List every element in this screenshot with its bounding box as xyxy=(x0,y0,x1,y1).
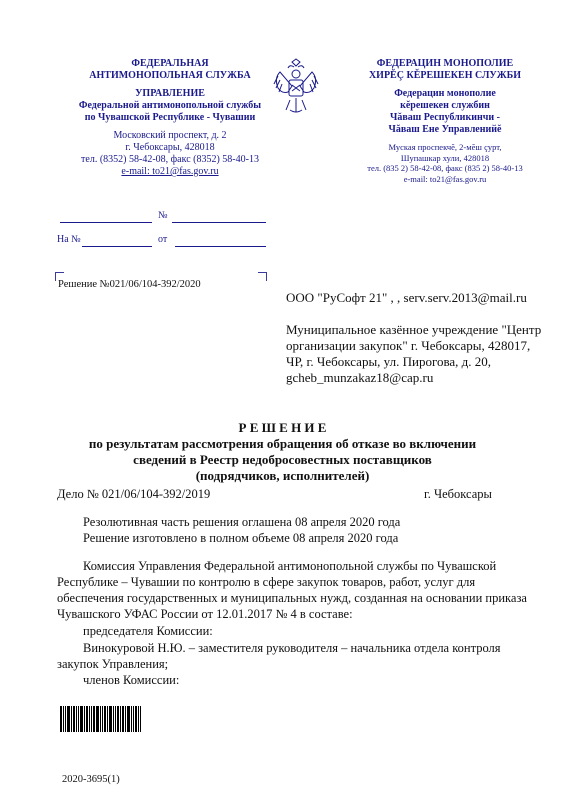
org-name-chv-line1: ФЕДЕРАЦИН МОНОПОЛИЕ xyxy=(376,58,514,69)
header-right xyxy=(340,58,550,184)
org-name-line2: АНТИМОНОПОЛЬНАЯ СЛУЖБА xyxy=(89,70,251,81)
dept-chv-line4: Чăваш Ене Управленийĕ xyxy=(388,124,502,135)
addressee-2-line4: gcheb_munzakaz18@cap.ru xyxy=(286,370,434,385)
addressee-1: ООО "РуСофт 21" , , serv.serv.2013@mail.ru xyxy=(286,290,527,305)
reply-to-number-label: На № xyxy=(57,234,81,245)
chairman-line2: закупок Управления; xyxy=(57,657,169,671)
title-sub-line1: по результатам рассмотрения обращения об отказе во включении xyxy=(88,436,477,451)
dept-chv-line1: Федерацин монополие xyxy=(394,88,496,99)
org-name-chv-line2: ХИРĔÇ КĔРЕШЕКЕН СЛУЖБИ xyxy=(368,70,522,81)
reply-to-number-line xyxy=(82,246,152,247)
addressee-2-line2: организации закупок" г. Чебоксары, 428017, xyxy=(286,338,531,353)
email-chv-link[interactable]: e-mail: to21@fas.gov.ru xyxy=(403,173,487,184)
corner-bracket-right xyxy=(258,272,267,281)
coat-of-arms-icon xyxy=(270,58,322,118)
document-title xyxy=(0,420,565,484)
reference-number: Решение №021/06/104-392/2020 xyxy=(58,279,201,290)
chairman-label: председателя Комиссии: xyxy=(83,624,213,638)
address-line3: тел. (8352) 58-42-08, факс (8352) 58-40-13 xyxy=(81,154,259,165)
addressee-2-line3: ЧР, г. Чебоксары, ул. Пирогова, д. 20, xyxy=(286,354,492,369)
email-link[interactable]: e-mail: to21@fas.gov.ru xyxy=(121,166,219,177)
title-sub-line2: сведений в Реестр недобросовестных поставщиков xyxy=(133,452,432,467)
address-line1: Московский проспект, д. 2 xyxy=(113,130,227,141)
commission-line1: Комиссия Управления Федеральной антимонопольной службы по Чувашской xyxy=(83,559,497,573)
address-line2: г. Чебоксары, 428018 xyxy=(125,142,215,153)
addressee-2-line1: Муниципальное казённое учреждение "Центр xyxy=(286,322,542,337)
address-chv-line2: Шупашкар хули, 428018 xyxy=(400,152,490,163)
address-chv-line3: тел. (835 2) 58-42-08, факс (835 2) 58-40-13 xyxy=(367,163,523,173)
chairman-line1: Винокуровой Н.Ю. – заместителя руководителя – начальника отдела контроля xyxy=(83,641,501,655)
outgoing-date-line xyxy=(60,222,152,223)
from-date-line xyxy=(175,246,266,247)
chairman-paragraph xyxy=(57,640,537,672)
document-id: 2020-3695(1) xyxy=(62,774,120,785)
barcode xyxy=(60,706,152,732)
dept-chv-line2: кĕрешекен службин xyxy=(400,100,490,111)
commission-line4: Чувашского УФАС России от 12.01.2017 № 4 в составе: xyxy=(57,607,353,621)
dept-line3: по Чувашской Республике - Чувашии xyxy=(84,112,256,123)
outgoing-number-line xyxy=(172,222,266,223)
header-left xyxy=(55,58,285,178)
commission-paragraph xyxy=(57,558,537,622)
dept-chv-line3: Чăваш Республикинчи - xyxy=(390,112,500,123)
commission-line3: обеспечения государственных и муниципальных нужд, созданная на основании приказа xyxy=(57,591,527,605)
dept-line1: УПРАВЛЕНИЕ xyxy=(135,88,205,99)
case-number: Дело № 021/06/104-392/2019 xyxy=(57,487,211,501)
case-city: г. Чебоксары xyxy=(424,487,492,501)
number-sign-label: № xyxy=(158,210,168,221)
title-main: Р Е Ш Е Н И Е xyxy=(238,420,327,435)
commission-line2: Республике – Чувашии по контролю в сфере закупок товаров, работ, услуг для xyxy=(57,575,476,589)
decision-made: Решение изготовлено в полном объеме 08 апреля 2020 года xyxy=(83,531,399,545)
address-chv-line1: Муская проспекчĕ, 2-мĕш çурт, xyxy=(388,142,502,152)
dept-line2: Федеральной антимонопольной службы xyxy=(78,100,262,111)
resolution-announced: Резолютивная часть решения оглашена 08 апреля 2020 года xyxy=(83,515,401,529)
from-date-label: от xyxy=(158,234,168,245)
org-name-line1: ФЕДЕРАЛЬНАЯ xyxy=(131,58,209,69)
members-label: членов Комиссии: xyxy=(83,673,180,687)
addressee-2 xyxy=(286,322,551,386)
title-sub-line3: (подрядчиков, исполнителей) xyxy=(195,468,370,483)
